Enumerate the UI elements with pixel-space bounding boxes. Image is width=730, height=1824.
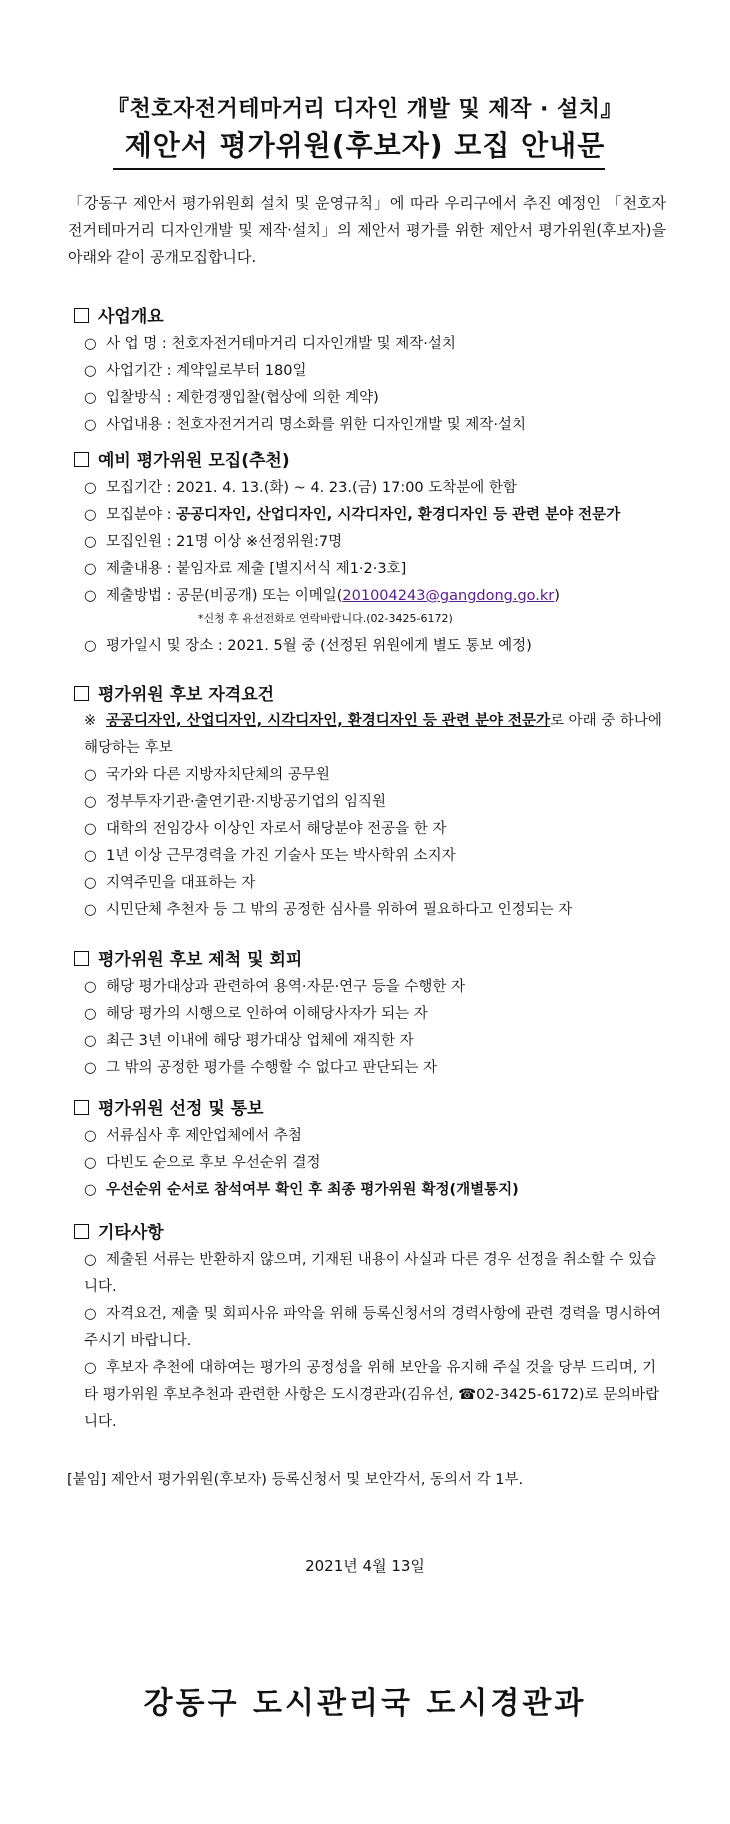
circle-bullet-icon: ○: [84, 363, 97, 379]
checkbox-square-icon: [74, 951, 89, 966]
recruit-period: ○ 모집기간 : 2021. 4. 13.(화) ~ 4. 23.(금) 17:00 도착분에 한함: [84, 475, 669, 502]
section-heading-qualify: 평가위원 후보 자격요건: [74, 680, 274, 705]
checkbox-square-icon: [74, 1100, 89, 1115]
circle-bullet-icon: ○: [84, 1006, 97, 1022]
section-heading-recruit: 예비 평가위원 모집(추천): [74, 446, 290, 471]
circle-bullet-icon: ○: [84, 480, 97, 496]
list-item: ○ 해당 평가의 시행으로 인하여 이해당사자가 되는 자: [84, 1001, 669, 1028]
circle-bullet-icon: ○: [84, 1033, 97, 1049]
circle-bullet-icon: ○: [84, 1252, 97, 1268]
attachment-note: [붙임] 제안서 평가위원(후보자) 등록신청서 및 보안각서, 동의서 각 1부.: [67, 1472, 524, 1488]
circle-bullet-icon: ○: [84, 821, 97, 837]
checkbox-square-icon: [74, 686, 89, 701]
circle-bullet-icon: ○: [84, 794, 97, 810]
list-item: ○ 1년 이상 근무경력을 가진 기술사 또는 박사학위 소지자: [84, 843, 669, 870]
circle-bullet-icon: ○: [84, 507, 97, 523]
circle-bullet-icon: ○: [84, 902, 97, 918]
circle-bullet-icon: ○: [84, 979, 97, 995]
circle-bullet-icon: ○: [84, 875, 97, 891]
recruit-docs: ○ 제출내용 : 붙임자료 제출 [별지서식 제1·2·3호]: [84, 556, 669, 583]
contact-note: *신청 후 유선전화로 연락바랍니다.(02-3425-6172): [198, 612, 453, 625]
list-item: ○ 후보자 추천에 대하여는 평가의 공정성을 위해 보안을 유지해 주실 것을 당부 드리며, 기타 평가위원 후보추천과 관련한 사항은 도시경관과(김유선, ☎02-3425-6172)로 문의바랍니다.: [84, 1355, 669, 1436]
department-name: 강동구 도시관리국 도시경관과: [143, 1686, 587, 1721]
circle-bullet-icon: ○: [84, 1155, 97, 1171]
title-underline: [113, 168, 605, 170]
checkbox-square-icon: [74, 308, 89, 323]
notice-subtitle: 『천호자전거테마거리 디자인 개발 및 제작 · 설치』: [106, 97, 624, 122]
circle-bullet-icon: ○: [84, 1360, 97, 1376]
intro-paragraph: 「강동구 제안서 평가위원회 설치 및 운영규칙」에 따라 우리구에서 추진 예정인 「천호자전거테마거리 디자인개발 및 제작·설치」의 제안서 평가를 위한 제안서 평가위원(후보자)을 아래와 같이 공개모집합니다.: [68, 194, 666, 266]
list-item: ○ 정부투자기관·출연기관·지방공기업의 임직원: [84, 789, 669, 816]
circle-bullet-icon: ○: [84, 417, 97, 433]
recruit-method: ○ 제출방법 : 공문(비공개) 또는 이메일(201004243@gangdong.go.kr): [84, 583, 669, 610]
circle-bullet-icon: ○: [84, 1128, 97, 1144]
circle-bullet-icon: ○: [84, 848, 97, 864]
list-item: ○ 입찰방식 : 제한경쟁입찰(협상에 의한 계약): [84, 385, 669, 412]
circle-bullet-icon: ○: [84, 588, 97, 604]
circle-bullet-icon: ○: [84, 390, 97, 406]
circle-bullet-icon: ○: [84, 534, 97, 550]
list-item: ○ 대학의 전임강사 이상인 자로서 해당분야 전공을 한 자: [84, 816, 669, 843]
section-heading-exclude: 평가위원 후보 제척 및 회피: [74, 945, 302, 970]
circle-bullet-icon: ○: [84, 561, 97, 577]
checkbox-square-icon: [74, 1224, 89, 1239]
eval-date: ○ 평가일시 및 장소 : 2021. 5월 중 (선정된 위원에게 별도 통보 예정): [84, 633, 669, 660]
notice-date: 2021년 4월 13일: [305, 1557, 425, 1575]
circle-bullet-icon: ○: [84, 1182, 97, 1198]
qualify-note: ※ 공공디자인, 산업디자인, 시각디자인, 환경디자인 등 관련 분야 전문가로 아래 중 하나에 해당하는 후보: [84, 708, 669, 762]
circle-bullet-icon: ○: [84, 1060, 97, 1076]
list-item: ○ 우선순위 순서로 참석여부 확인 후 최종 평가위원 확정(개별통지): [84, 1177, 669, 1204]
list-item: ○ 사 업 명 : 천호자전거테마거리 디자인개발 및 제작·설치: [84, 331, 669, 358]
circle-bullet-icon: ○: [84, 638, 97, 654]
circle-bullet-icon: ○: [84, 1306, 97, 1322]
list-item: ○ 제출된 서류는 반환하지 않으며, 기재된 내용이 사실과 다른 경우 선정을 취소할 수 있습니다.: [84, 1247, 669, 1301]
list-item: ○ 서류심사 후 제안업체에서 추첨: [84, 1123, 669, 1150]
circle-bullet-icon: ○: [84, 767, 97, 783]
list-item: ○ 해당 평가대상과 관련하여 용역·자문·연구 등을 수행한 자: [84, 974, 669, 1001]
list-item: ○ 다빈도 순으로 후보 우선순위 결정: [84, 1150, 669, 1177]
list-item: ○ 그 밖의 공정한 평가를 수행할 수 없다고 판단되는 자: [84, 1055, 669, 1082]
list-item: ○ 사업기간 : 계약일로부터 180일: [84, 358, 669, 385]
circle-bullet-icon: ○: [84, 336, 97, 352]
recruit-count: ○ 모집인원 : 21명 이상 ※선정위원:7명: [84, 529, 669, 556]
list-item: ○ 시민단체 추천자 등 그 밖의 공정한 심사를 위하여 필요하다고 인정되는 자: [84, 897, 669, 924]
list-item: ○ 최근 3년 이내에 해당 평가대상 업체에 재직한 자: [84, 1028, 669, 1055]
recruit-field: ○ 모집분야 : 공공디자인, 산업디자인, 시각디자인, 환경디자인 등 관련 분야 전문가: [84, 502, 669, 529]
list-item: ○ 국가와 다른 지방자치단체의 공무원: [84, 762, 669, 789]
section-heading-overview: 사업개요: [74, 302, 164, 327]
section-heading-select: 평가위원 선정 및 통보: [74, 1094, 264, 1119]
list-item: ○ 지역주민을 대표하는 자: [84, 870, 669, 897]
page-title: 제안서 평가위원(후보자) 모집 안내문: [124, 129, 606, 162]
email-link[interactable]: 201004243@gangdong.go.kr: [342, 588, 555, 604]
reference-mark-icon: ※: [84, 713, 97, 729]
checkbox-square-icon: [74, 452, 89, 467]
section-heading-etc: 기타사항: [74, 1218, 164, 1243]
list-item: ○ 자격요건, 제출 및 회피사유 파악을 위해 등록신청서의 경력사항에 관련 경력을 명시하여 주시기 바랍니다.: [84, 1301, 669, 1355]
list-item: ○ 사업내용 : 천호자전거거리 명소화를 위한 디자인개발 및 제작·설치: [84, 412, 669, 439]
